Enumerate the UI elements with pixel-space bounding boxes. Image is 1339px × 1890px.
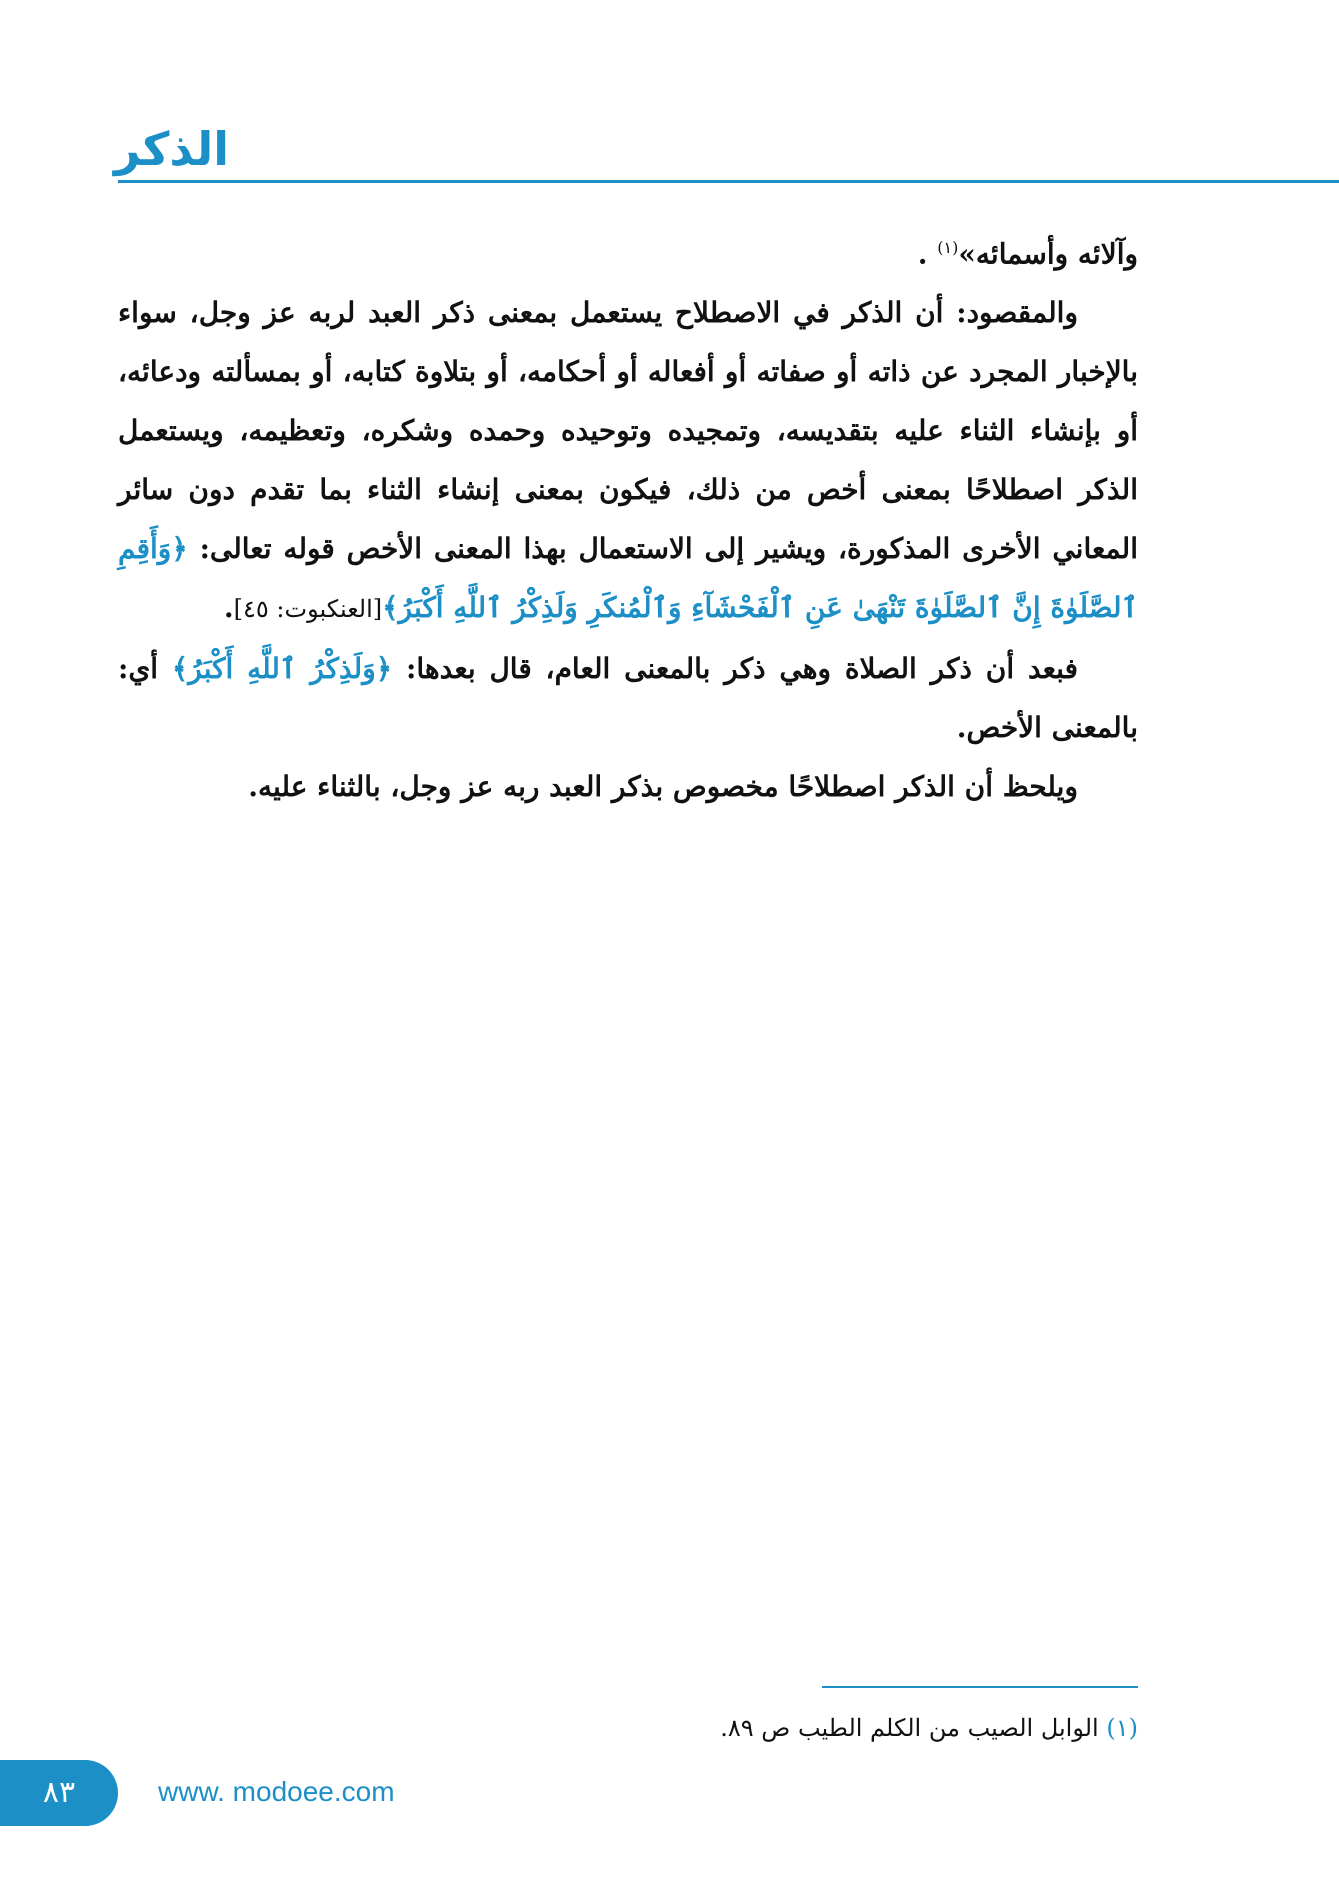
quran-verse: ﴿وَأَقِمِ ٱلصَّلَوٰةَ إِنَّ ٱلصَّلَوٰةَ تَنْهَىٰ عَنِ ٱلْفَحْشَآءِ وَٱلْمُنكَرِ وَلَذِكْرُ ٱللَّهِ أَكْبَرُ﴾ — [118, 532, 1138, 625]
page-number: ٨٣ — [42, 1775, 76, 1810]
footnote-number: (١) — [1106, 1714, 1138, 1742]
paragraph-4 — [118, 757, 1138, 816]
paragraph-2-text: والمقصود: أن الذكر في الاصطلاح يستعمل بمعنى ذكر العبد لربه عز وجل، سواء بالإخبار المجرد عن ذاته أو صفاته أو أفعاله أو أحكامه، أو بتلاوة كتابه، أو بمسألته ودعائه، أو بإنشاء الثناء عليه بتقديسه، وتمجيده وتوحيده وحمده وشكره، وتعظيمه، ويستعمل الذكر اصطلاحًا بمعنى أخص من ذلك، فيكون بمعنى إنشاء الثناء بما تقدم دون سائر المعاني الأخرى المذكورة، ويشير إلى الاستعمال بهذا المعنى الأخص قوله تعالى: — [118, 296, 1138, 566]
page-number-badge — [0, 1760, 118, 1826]
main-text — [118, 218, 1138, 816]
footnote — [600, 1710, 1138, 1746]
chapter-title: الذكر — [114, 122, 229, 176]
paragraph-1-tail: . — [917, 237, 928, 271]
paragraph-2-tail: . — [223, 591, 234, 625]
surah-reference: [العنكبوت: ٤٥] — [233, 595, 383, 624]
paragraph-1-text: وآلائه وأسمائه» — [958, 237, 1138, 271]
paragraph-3-after: أي: بالمعنى الأخص. — [118, 652, 1138, 745]
header-divider — [118, 180, 1339, 183]
website-link[interactable]: www. modoee.com — [158, 1776, 395, 1807]
quran-verse-short: ﴿وَلَذِكْرُ ٱللَّهِ أَكْبَرُ﴾ — [171, 652, 393, 686]
paragraph-3 — [118, 639, 1138, 757]
footnote-text: الوابل الصيب من الكلم الطيب ص ٨٩. — [720, 1714, 1099, 1742]
paragraph-3-text: فبعد أن ذكر الصلاة وهي ذكر بالمعنى العام، قال بعدها: — [392, 652, 1078, 686]
footnote-divider — [822, 1686, 1138, 1688]
paragraph-2 — [118, 283, 1138, 639]
paragraph-1 — [118, 218, 1138, 283]
footnote-reference[interactable]: (١) — [937, 238, 959, 257]
paragraph-4-text: ويلحظ أن الذكر اصطلاحًا مخصوص بذكر العبد ربه عز وجل، بالثناء عليه. — [248, 770, 1078, 804]
